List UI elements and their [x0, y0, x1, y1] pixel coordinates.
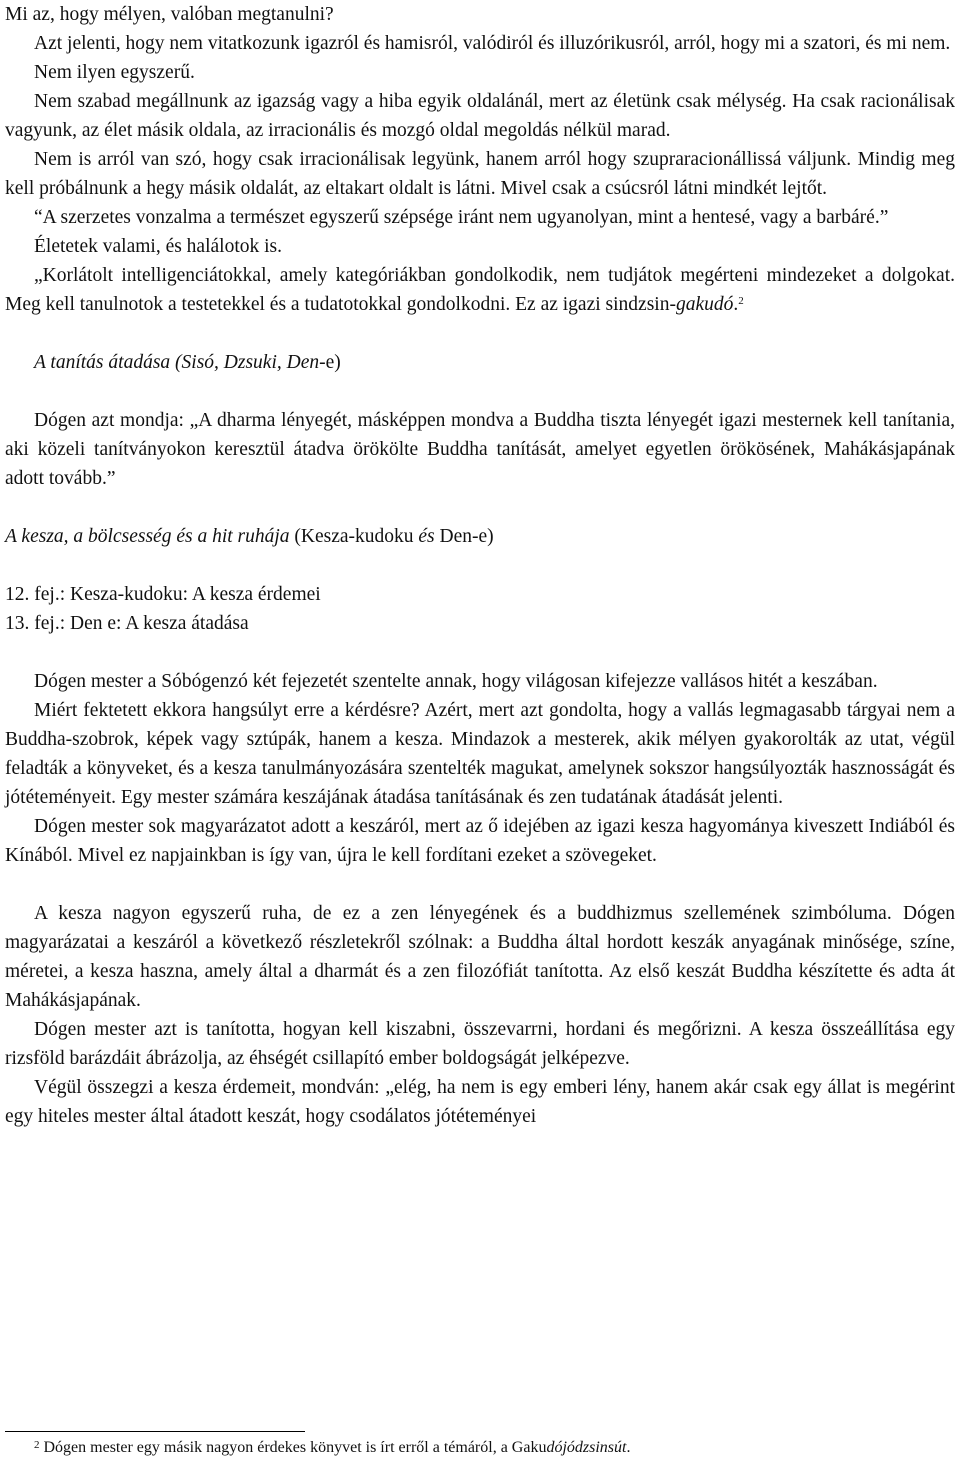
chapter-12: 12. fej.: Kesza-kudoku: A kesza érdemei — [5, 584, 321, 605]
section-heading-kesza — [5, 522, 955, 551]
paragraph-question: Mi az, hogy mélyen, valóban megtanulni? — [5, 4, 334, 25]
gakudo-tail: . — [733, 294, 739, 315]
footnote — [5, 1437, 955, 1459]
heading-transmission-italic: A tanítás átadása (Sisó, Dzsuki, Den — [34, 352, 320, 373]
paragraph-not-simple: Nem ilyen egyszerű. — [34, 62, 195, 83]
footnote-tail: . — [626, 1439, 631, 1456]
paragraph-simple-robe: A kesza nagyon egyszerű ruha, de ez a zen lényegének és a buddhizmus szellemének szimbóluma. Dógen magyarázatai a keszáról a következő részletekről szólnak: a Buddha által hordott keszák anyagának minősége, színe, méretei, a kesza haszna, amely által a dharmát és a zen filozófiát tanította. Az első keszát Buddha készítette és adta át Mahákásjapának. — [5, 903, 955, 1011]
paragraph-meaning: Azt jelenti, hogy nem vitatkozunk igazról és hamisról, valódiról és illuzórikusról, arról, hogy mi a szatori, és mi nem. — [34, 33, 951, 54]
heading-kesza-end: Den-e) — [434, 526, 494, 547]
paragraph-monk-quote: “A szerzetes vonzalma a természet egyszerű szépsége iránt nem ugyanolyan, mint a hentesé, vagy a barbáré.” — [34, 207, 889, 228]
paragraph-dogen-says: Dógen azt mondja: „A dharma lényegét, másképpen mondva a Buddha tiszta lényegét igazi mesternek kell tanítania, aki közeli tanítványokon keresztül átadva örökölte Buddha tanítását, amelyet egyetlen örökösének, Mahákásjapának adott tovább.” — [5, 410, 955, 489]
heading-transmission-rest: -e) — [319, 352, 341, 373]
heading-kesza-italic: A kesza, a bölcsesség és a hit ruhája — [5, 526, 290, 547]
paragraph-merits: Végül összegzi a kesza érdemeit, mondván: „elég, ha nem is egy emberi lény, hanem akár csak egy állat is megérint egy hiteles mester által átadott keszát, hogy csodálatos jótéteményei — [5, 1077, 955, 1127]
paragraph-suprarational: Nem is arról van szó, hogy csak irracionálisak legyünk, hanem arról hogy szupraracionállissá váljunk. Mindig meg kell próbálnunk a hegy másik oldalát, az eltakart oldalt is látni. Mivel csak a csúcsról látni mindkét lejtőt. — [5, 149, 955, 199]
footnote-marker: 2 — [34, 1439, 40, 1451]
paragraph-sewing: Dógen mester azt is tanította, hogyan kell kiszabni, összevarrni, hordani és megőrizni. A kesza összeállítása egy rizsföld barázdáit ábrázolja, az éhségét csillapító ember boldogságát jelképezve. — [5, 1019, 955, 1069]
heading-kesza-italic2: és — [418, 526, 435, 547]
footnote-reference[interactable]: 2 — [738, 295, 744, 307]
paragraph-life-death: Életetek valami, és halálotok is. — [34, 236, 283, 257]
heading-kesza-mid: (Kesza-kudoku — [289, 526, 419, 547]
section-heading-transmission — [5, 348, 955, 377]
paragraph-truth-side: Nem szabad megállnunk az igazság vagy a hiba egyik oldalánál, mert az életünk csak mélység. Ha csak racionálisak vagyunk, az élet másik oldala, az irracionális és mozgó oldal megoldás nélkül marad. — [5, 91, 955, 141]
gakudo-term: gakudó — [675, 294, 734, 315]
footnote-divider — [5, 1431, 305, 1432]
limited-intelligence-text: „Korlátolt intelligenciátokkal, amely kategóriákban gondolkodik, nem tudjátok megérteni mindezeket a dolgokat. Meg kell tanulnotok a testetekkel és a tudatotokkal gondolkodni. Ez az igazi sindzsin- — [5, 265, 955, 315]
chapter-13: 13. fej.: Den e: A kesza átadása — [5, 613, 249, 634]
footnote-text: Dógen mester egy másik nagyon érdekes könyvet is írt erről a témáról, a Gaku — [43, 1439, 547, 1456]
paragraph-limited-intelligence — [5, 261, 955, 319]
paragraph-why-emphasis: Miért fektetett ekkora hangsúlyt erre a kérdésre? Azért, mert azt gondolta, hogy a vallás legmagasabb tárgyai nem a Buddha-szobrok, képek vagy sztúpák, hanem a kesza. Mindazok a mesterek, akik mélyen gyakorolták az utat, végül feladták a könyveket, és a kesza tanulmányozására szentelték magukat, amelynek sokszor hangsúlyozták hasznosságát és jótéteményeit. Egy mester számára keszájának átadása tanításának és zen tudatának átadását jelenti. — [5, 700, 955, 808]
paragraph-explanations: Dógen mester sok magyarázatot adott a keszáról, mert az ő idejében az igazi kesza hagyománya kiveszett Indiából és Kínából. Mivel ez napjainkban is így van, újra le kell fordítani ezeket a szövegeket. — [5, 816, 955, 866]
footnote-italic: dójódzsinsút — [546, 1439, 627, 1456]
document-page — [5, 0, 955, 1131]
paragraph-sobogenzo: Dógen mester a Sóbógenzó két fejezetét szentelte annak, hogy világosan kifejezze vallásos hitét a keszában. — [34, 671, 878, 692]
